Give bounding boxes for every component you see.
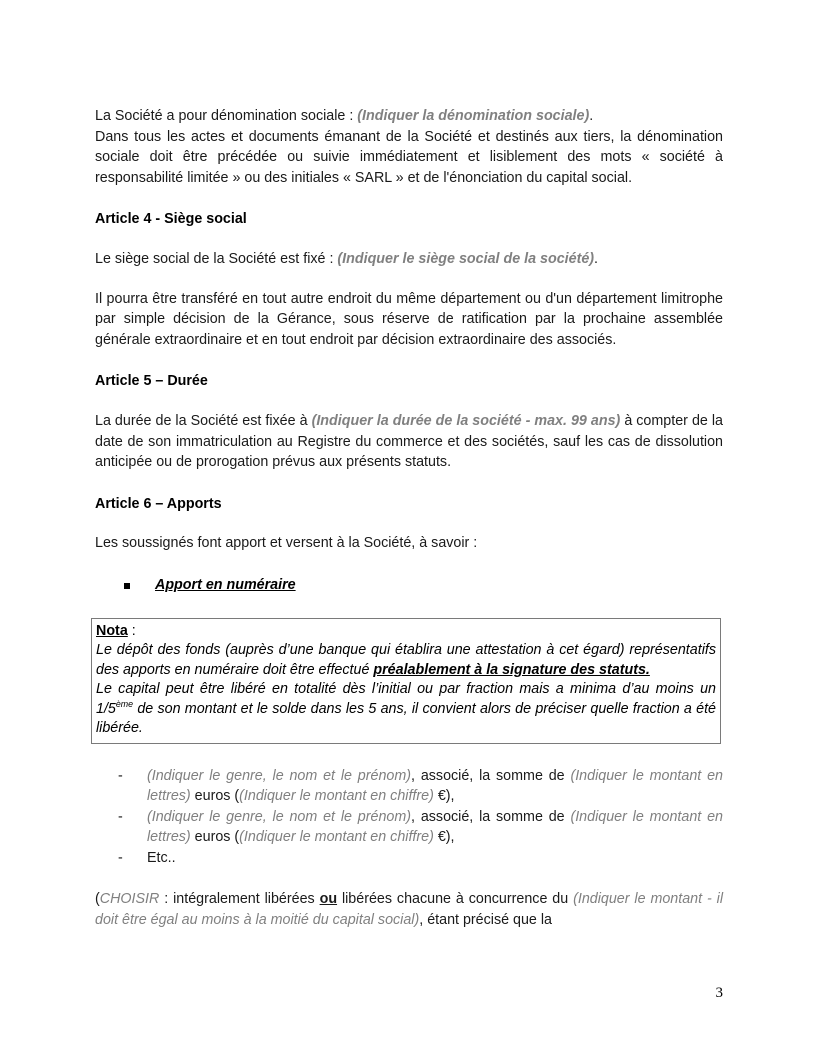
closing-seg-2: libérées chacune à concurrence du	[337, 891, 574, 908]
dash-bullet-icon: -	[118, 767, 123, 784]
choisir-keyword: CHOISIR	[99, 891, 160, 908]
nota-callout-box	[91, 618, 721, 744]
article-5-body-post: à compter de la date de son immatriculation au Registre du commerce et des sociétés, sauf les cas de dissolution anticipée ou de prorogation prévus aux présents statuts.	[95, 412, 724, 471]
article-5-body	[95, 411, 723, 473]
contributor-line	[147, 807, 723, 848]
document-content	[95, 106, 723, 931]
nota-title-rest: :	[127, 622, 136, 639]
amount-letters-placeholder: (Indiquer le montant en lettres)	[147, 808, 723, 846]
closing-seg-1: : intégralement libérées	[159, 891, 320, 908]
nota-paragraph-1	[96, 641, 716, 680]
amount-figures-placeholder: (Indiquer le montant en chiffre)	[239, 788, 434, 805]
nota-p2-superscript: ème	[115, 698, 134, 709]
closing-open-paren: (	[95, 891, 100, 908]
list-item	[118, 848, 723, 869]
article-5-heading: Article 5 – Durée	[95, 373, 208, 390]
nota-p2-b: de son montant et le solde dans les 5 ans, il convient alors de préciser quelle fraction a été libérée.	[96, 700, 716, 736]
denomination-line-post: .	[589, 108, 594, 124]
denomination-body: Dans tous les actes et documents émanant de la Société et destinés aux tiers, la dénomination sociale doit être précédée ou suivie immédiatement et lisiblement des mots « société à responsabilité limitée » ou des initiales « SARL » et de l'énonciation du capital social.	[95, 128, 723, 186]
article-6-heading: Article 6 – Apports	[95, 495, 222, 512]
article-4-heading: Article 4 - Siège social	[95, 211, 247, 228]
dash-bullet-icon: -	[118, 808, 123, 825]
square-bullet-icon	[124, 583, 130, 589]
apport-numeraire-label: Apport en numéraire	[155, 576, 296, 593]
contributor-identity-placeholder: (Indiquer le genre, le nom et le prénom)	[147, 767, 412, 784]
nota-title	[96, 622, 716, 642]
duree-placeholder: (Indiquer la durée de la société - max. 99 ans)	[311, 412, 621, 429]
amount-letters-placeholder: (Indiquer le montant en lettres)	[147, 767, 723, 805]
nota-p1-pre: Le dépôt des fonds (auprès d’une banque qui établira une attestation à cet égard) représentatifs des apports en numéraire doit être effectué	[96, 642, 716, 678]
closing-paragraph	[95, 889, 723, 930]
contributor-line	[147, 766, 723, 807]
nota-paragraph-2	[96, 680, 716, 739]
denomination-line-pre: La Société a pour dénomination sociale :	[95, 108, 358, 124]
nota-p1-emphasis: préalablement à la signature des statuts.	[373, 661, 650, 678]
siege-social-placeholder: (Indiquer le siège social de la société)	[337, 250, 595, 267]
ou-emphasis: ou	[319, 891, 338, 908]
nota-p2-a: Le capital peut être libéré en totalité dès l’initial ou par fraction mais a minima d’au moins un 1/5	[96, 681, 716, 717]
page-number: 3	[715, 985, 723, 1001]
article-4-line-pre: Le siège social de la Société est fixé :	[95, 250, 338, 267]
list-item-apport-numeraire	[124, 575, 723, 596]
closing-seg-3: , étant précisé que la	[419, 912, 552, 929]
contributor-tail: €),	[433, 788, 455, 805]
contributor-mid-2: euros (	[190, 829, 240, 846]
denomination-placeholder: (Indiquer la dénomination sociale)	[357, 108, 590, 124]
contributors-list	[118, 766, 723, 869]
dash-bullet-icon: -	[118, 849, 123, 866]
article-6-intro: Les soussignés font apport et versent à la Société, à savoir :	[95, 535, 478, 552]
contributor-mid-1: , associé, la somme de	[411, 808, 571, 825]
contributor-identity-placeholder: (Indiquer le genre, le nom et le prénom)	[147, 808, 412, 825]
article-5-body-pre: La durée de la Société est fixée à	[95, 412, 312, 429]
article-4-line-post: .	[594, 250, 599, 267]
article-4-body: Il pourra être transféré en tout autre endroit du même département ou d'un département limitrophe par simple décision de la Gérance, sous réserve de ratification par la prochaine assemblée générale extraordinaire et en tout endroit par décision extraordinaire des associés.	[95, 290, 723, 348]
etc-text: Etc..	[147, 849, 176, 866]
article-4-line	[95, 249, 723, 270]
montant-placeholder: (Indiquer le montant - il doit être égal au moins à la moitié du capital social)	[95, 891, 724, 929]
list-item	[118, 766, 723, 807]
contributor-tail: €),	[433, 829, 455, 846]
amount-figures-placeholder: (Indiquer le montant en chiffre)	[239, 829, 434, 846]
nota-title-bold: Nota	[96, 622, 128, 639]
contributor-mid-2: euros (	[190, 788, 240, 805]
list-item	[118, 807, 723, 848]
contributor-mid-1: , associé, la somme de	[411, 767, 571, 784]
denomination-line	[95, 106, 723, 127]
